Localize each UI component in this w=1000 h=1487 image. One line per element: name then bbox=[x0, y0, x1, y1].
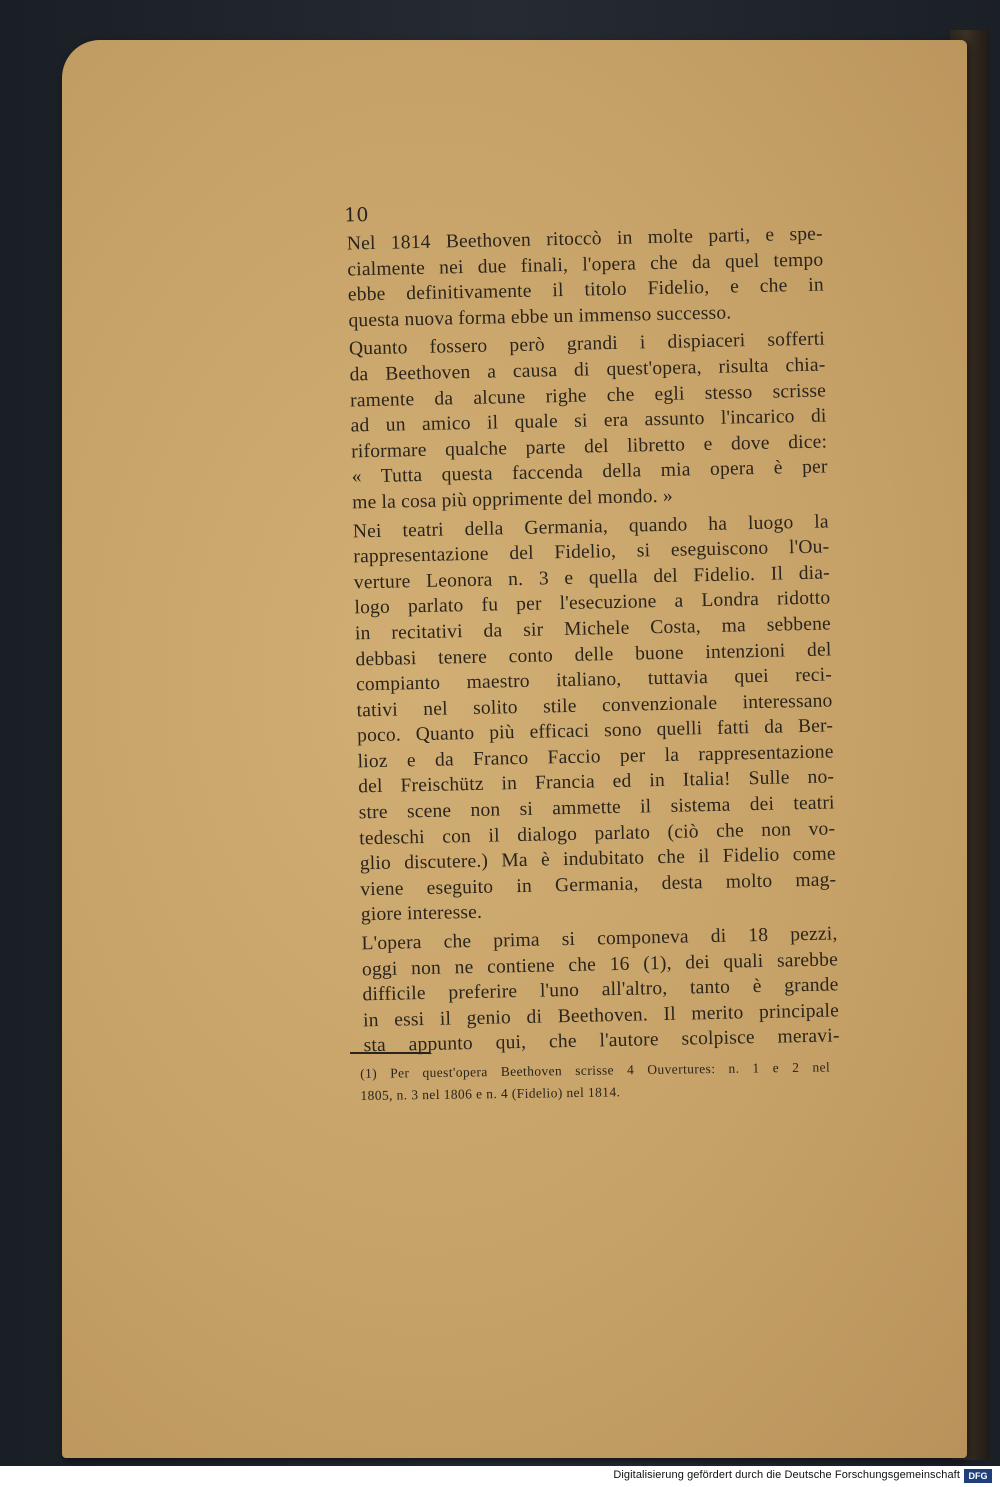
text-line: logo parlato fu per l'esecuzione a Londra ridotto bbox=[354, 587, 831, 619]
text-line: poco. Quanto più efficaci sono quelli fatti da Ber- bbox=[356, 715, 834, 747]
text-line: difficile preferire l'uno all'altro, tanto è grande bbox=[362, 974, 839, 1006]
text-line: da Beethoven a causa di quest'opera, risulta chia- bbox=[349, 354, 826, 386]
text-line: tedeschi con il dialogo parlato (ciò che non vo- bbox=[359, 818, 836, 850]
footer-credit: Digitalisierung gefördert durch die Deutsche Forschungsgemeinschaft bbox=[613, 1469, 960, 1481]
text-line: oggi non ne contiene che 16 (1), dei quali sarebbe bbox=[361, 948, 839, 980]
paragraph-4 bbox=[337, 921, 840, 1059]
text-line: L'opera che prima si componeva di 18 pezzi, bbox=[361, 923, 838, 955]
text-line: ramente da alcune righe che egli stesso scrisse bbox=[349, 380, 827, 412]
footnote bbox=[360, 1056, 831, 1107]
text-line: sta appunto qui, che l'autore scolpisce meravi- bbox=[363, 1025, 840, 1057]
paragraph-1 bbox=[323, 222, 825, 335]
page-number: 10 bbox=[344, 204, 369, 227]
digitization-footer bbox=[0, 1466, 1000, 1487]
text-line: Nel 1814 Beethoven ritoccò in molte parti, e spe- bbox=[346, 223, 823, 255]
text-line: me la cosa più opprimente del mondo. » bbox=[352, 485, 674, 514]
text-line: ad un amico il quale si era assunto l'incarico di bbox=[350, 405, 827, 437]
text-line: verture Leonora n. 3 e quella del Fidelio. Il dia- bbox=[353, 562, 831, 594]
text-line: giore interesse. bbox=[360, 902, 483, 926]
text-line: ebbe definitivamente il titolo Fidelio, e che in bbox=[347, 274, 825, 306]
text-line: riformare qualche parte del libretto e dove dice: bbox=[350, 431, 828, 463]
text-line: tativi nel solito stile convenzionale interessano bbox=[356, 690, 833, 722]
paragraph-2 bbox=[325, 327, 829, 517]
paragraph-3 bbox=[329, 509, 837, 929]
text-line: debbasi tenere conto delle buone intenzioni del bbox=[355, 638, 832, 670]
text-line: cialmente nei due finali, l'opera che da quel tempo bbox=[347, 249, 824, 281]
text-line: rappresentazione del Fidelio, si eseguiscono l'Ou- bbox=[353, 536, 830, 568]
text-line: questa nuova forma ebbe un immenso successo. bbox=[348, 302, 732, 332]
page-text-block bbox=[322, 194, 840, 1060]
text-line: « Tutta questa faccenda della mia opera è per bbox=[351, 456, 828, 488]
text-line: compianto maestro italiano, tuttavia quei reci- bbox=[355, 664, 833, 696]
text-line: in essi il genio di Beethoven. Il merito principale bbox=[362, 1000, 840, 1032]
footnote-line: (1) Per quest'opera Beethoven scrisse 4 Ouvertures: n. 1 e 2 nel bbox=[360, 1059, 831, 1081]
dfg-logo-icon[interactable]: DFG bbox=[964, 1469, 992, 1483]
text-line: del Freischütz in Francia ed in Italia! Sulle no- bbox=[358, 766, 835, 798]
text-line: Quanto fossero però grandi i dispiaceri sofferti bbox=[348, 328, 826, 360]
footnote-line: 1805, n. 3 nel 1806 e n. 4 (Fidelio) nel 1814. bbox=[360, 1084, 621, 1103]
text-line: stre scene non si ammette il sistema dei teatri bbox=[358, 792, 835, 824]
text-line: lioz e da Franco Faccio per la rappresentazione bbox=[357, 741, 834, 773]
text-line: Nei teatri della Germania, quando ha luogo la bbox=[352, 510, 829, 542]
text-line: in recitativi da sir Michele Costa, ma sebbene bbox=[354, 613, 832, 645]
text-line: viene eseguito in Germania, desta molto mag- bbox=[360, 869, 837, 901]
footnote-divider bbox=[350, 1052, 430, 1054]
text-line: glio discutere.) Ma è indubitato che il Fidelio come bbox=[359, 843, 836, 875]
